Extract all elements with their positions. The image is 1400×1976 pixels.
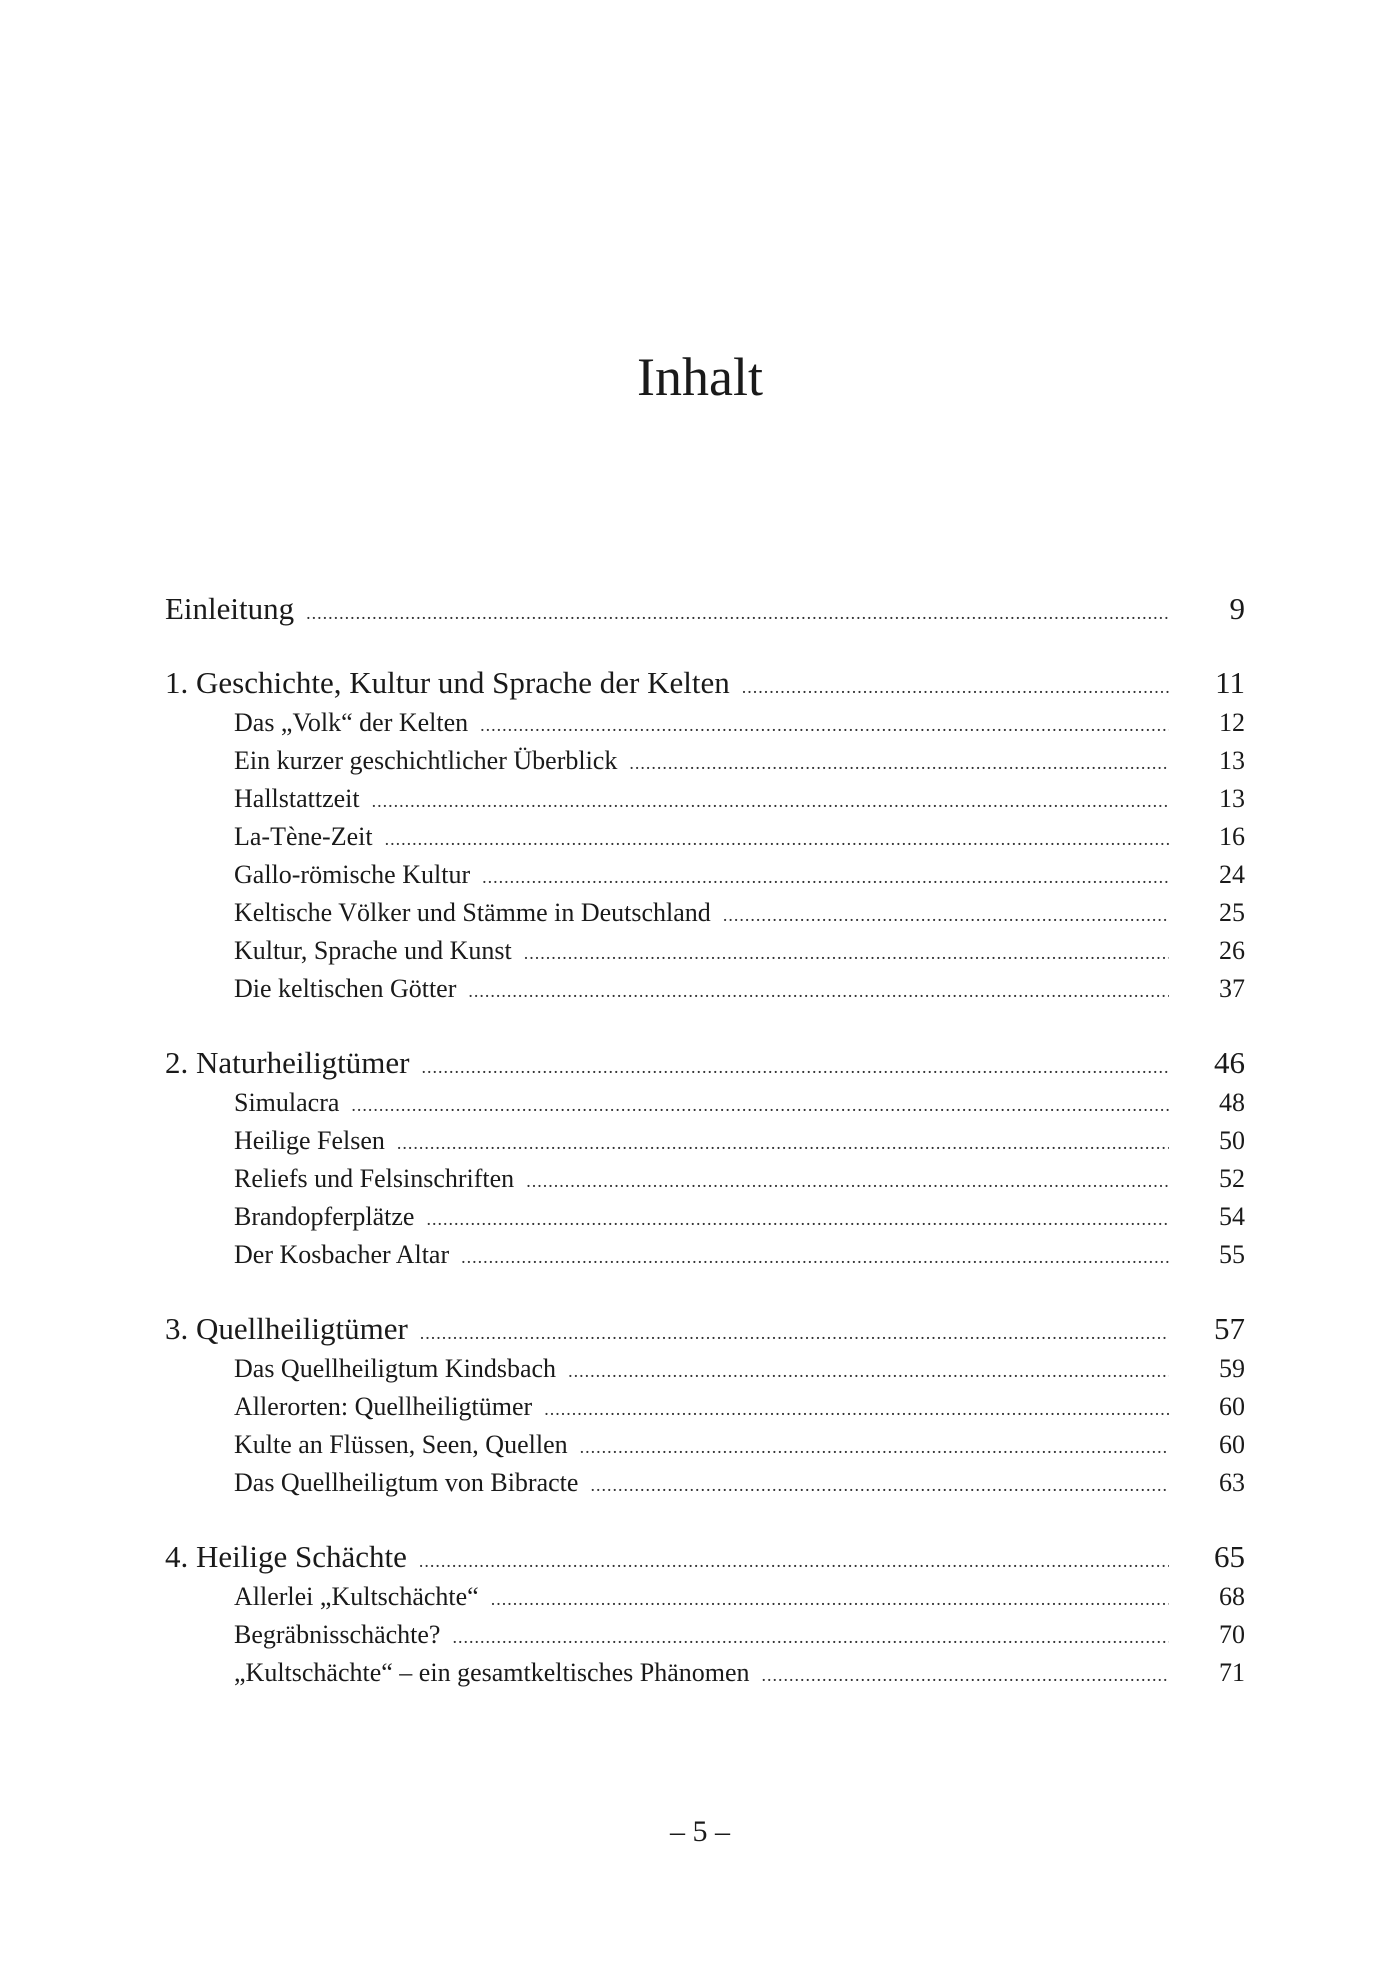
toc-subentry-title: Gallo-römische Kultur bbox=[234, 860, 471, 889]
toc-subentry bbox=[165, 780, 1245, 818]
toc-entry-title: 2. Naturheiligtümer bbox=[165, 1045, 410, 1080]
toc-section bbox=[165, 590, 1245, 628]
toc-entry-title: Einleitung bbox=[165, 591, 295, 626]
dot-leader bbox=[468, 972, 1169, 1010]
toc-subentry-title: Kulte an Flüssen, Seen, Quellen bbox=[234, 1430, 568, 1459]
dot-leader bbox=[723, 896, 1169, 934]
dot-leader bbox=[491, 1580, 1169, 1618]
toc-subentry-title: Ein kurzer geschichtlicher Überblick bbox=[234, 746, 618, 775]
toc-subentry bbox=[165, 1160, 1245, 1198]
toc-subentry bbox=[165, 742, 1245, 780]
toc-subentry-page: 70 bbox=[1219, 1620, 1245, 1649]
toc-subentry bbox=[165, 1084, 1245, 1122]
toc-subentry-page: 48 bbox=[1219, 1088, 1245, 1117]
dot-leader bbox=[419, 1542, 1169, 1580]
toc-subentry-page: 60 bbox=[1219, 1430, 1245, 1459]
toc-subentry-page: 13 bbox=[1219, 784, 1245, 813]
toc-subentry bbox=[165, 856, 1245, 894]
dot-leader bbox=[351, 1086, 1169, 1124]
toc-subentry bbox=[165, 1122, 1245, 1160]
toc-section bbox=[165, 1044, 1245, 1274]
toc-entry-title: 3. Quellheiligtümer bbox=[165, 1311, 408, 1346]
dot-leader bbox=[452, 1618, 1169, 1656]
toc-subentry-title: Hallstattzeit bbox=[234, 784, 360, 813]
toc-subentry-title: Begräbnisschächte? bbox=[234, 1620, 441, 1649]
page-number: – 5 – bbox=[670, 1815, 730, 1848]
toc-entry bbox=[165, 664, 1245, 702]
toc-entry-page: 65 bbox=[1214, 1539, 1245, 1574]
toc-entry bbox=[165, 590, 1245, 628]
toc-subentry-title: Simulacra bbox=[234, 1088, 340, 1117]
toc-subentry-page: 52 bbox=[1219, 1164, 1245, 1193]
dot-leader bbox=[397, 1124, 1169, 1162]
table-of-contents bbox=[165, 590, 1245, 1728]
toc-entry bbox=[165, 1310, 1245, 1348]
toc-subentry-page: 54 bbox=[1219, 1202, 1245, 1231]
dot-leader bbox=[568, 1352, 1169, 1390]
toc-subentry-title: Keltische Völker und Stämme in Deutschland bbox=[234, 898, 711, 927]
toc-subentry-page: 71 bbox=[1219, 1658, 1245, 1687]
toc-entry-page: 57 bbox=[1214, 1311, 1245, 1346]
toc-subentry-title: Reliefs und Felsinschriften bbox=[234, 1164, 515, 1193]
toc-entry-page: 11 bbox=[1215, 665, 1245, 700]
toc-subentry-page: 55 bbox=[1219, 1240, 1245, 1269]
toc-entry-title: 4. Heilige Schächte bbox=[165, 1539, 407, 1574]
toc-entry bbox=[165, 1538, 1245, 1576]
dot-leader bbox=[480, 706, 1169, 744]
toc-subentry-title: Der Kosbacher Altar bbox=[234, 1240, 450, 1269]
toc-section bbox=[165, 1310, 1245, 1502]
dot-leader bbox=[762, 1656, 1169, 1694]
dot-leader bbox=[526, 1162, 1169, 1200]
toc-subentry-title: Das Quellheiligtum Kindsbach bbox=[234, 1354, 557, 1383]
toc-subentry bbox=[165, 1236, 1245, 1274]
toc-subentry bbox=[165, 704, 1245, 742]
toc-subentry-page: 16 bbox=[1219, 822, 1245, 851]
toc-subentry-title: Das „Volk“ der Kelten bbox=[234, 708, 469, 737]
dot-leader bbox=[420, 1314, 1169, 1352]
toc-subentry bbox=[165, 932, 1245, 970]
toc-subentry-title: Allerorten: Quellheiligtümer bbox=[234, 1392, 533, 1421]
toc-subentry-page: 60 bbox=[1219, 1392, 1245, 1421]
toc-subentry-page: 63 bbox=[1219, 1468, 1245, 1497]
dot-leader bbox=[385, 820, 1169, 858]
toc-subentry bbox=[165, 1578, 1245, 1616]
toc-subentry-page: 68 bbox=[1219, 1582, 1245, 1611]
toc-subentry bbox=[165, 1616, 1245, 1654]
toc-subentry-title: Heilige Felsen bbox=[234, 1126, 385, 1155]
dot-leader bbox=[426, 1200, 1169, 1238]
toc-subentry bbox=[165, 894, 1245, 932]
toc-subentry bbox=[165, 1654, 1245, 1692]
toc-subentry bbox=[165, 818, 1245, 856]
toc-subentry-page: 25 bbox=[1219, 898, 1245, 927]
toc-entry-page: 46 bbox=[1214, 1045, 1245, 1080]
dot-leader bbox=[482, 858, 1169, 896]
dot-leader bbox=[590, 1466, 1169, 1504]
toc-subentry-title: Das Quellheiligtum von Bibracte bbox=[234, 1468, 579, 1497]
toc-subentry-title: Allerlei „Kultschächte“ bbox=[234, 1582, 479, 1611]
toc-section bbox=[165, 1538, 1245, 1692]
dot-leader bbox=[629, 744, 1169, 782]
toc-subentry bbox=[165, 970, 1245, 1008]
toc-subentry bbox=[165, 1426, 1245, 1464]
toc-subentry-page: 59 bbox=[1219, 1354, 1245, 1383]
toc-subentry-title: Kultur, Sprache und Kunst bbox=[234, 936, 512, 965]
dot-leader bbox=[422, 1048, 1170, 1086]
toc-subentry bbox=[165, 1464, 1245, 1502]
dot-leader bbox=[544, 1390, 1169, 1428]
toc-subentry-page: 50 bbox=[1219, 1126, 1245, 1155]
toc-subentry-page: 26 bbox=[1219, 936, 1245, 965]
toc-subentry-page: 37 bbox=[1219, 974, 1245, 1003]
dot-leader bbox=[742, 668, 1169, 706]
page-title: Inhalt bbox=[637, 347, 763, 407]
toc-subentry bbox=[165, 1198, 1245, 1236]
toc-subentry bbox=[165, 1388, 1245, 1426]
toc-entry-page: 9 bbox=[1229, 591, 1245, 626]
toc-subentry-title: „Kultschächte“ – ein gesamtkeltisches Phänomen bbox=[234, 1658, 750, 1687]
toc-subentry-title: Brandopferplätze bbox=[234, 1202, 415, 1231]
toc-entry bbox=[165, 1044, 1245, 1082]
dot-leader bbox=[580, 1428, 1169, 1466]
toc-subentry-page: 12 bbox=[1219, 708, 1245, 737]
toc-section bbox=[165, 664, 1245, 1008]
toc-subentry-page: 24 bbox=[1219, 860, 1245, 889]
dot-leader bbox=[372, 782, 1169, 820]
toc-subentry bbox=[165, 1350, 1245, 1388]
toc-subentry-title: La-Tène-Zeit bbox=[234, 822, 373, 851]
toc-entry-title: 1. Geschichte, Kultur und Sprache der Kelten bbox=[165, 665, 730, 700]
toc-subentry-title: Die keltischen Götter bbox=[234, 974, 457, 1003]
toc-subentry-page: 13 bbox=[1219, 746, 1245, 775]
dot-leader bbox=[306, 594, 1169, 632]
dot-leader bbox=[461, 1238, 1169, 1276]
dot-leader bbox=[524, 934, 1169, 972]
